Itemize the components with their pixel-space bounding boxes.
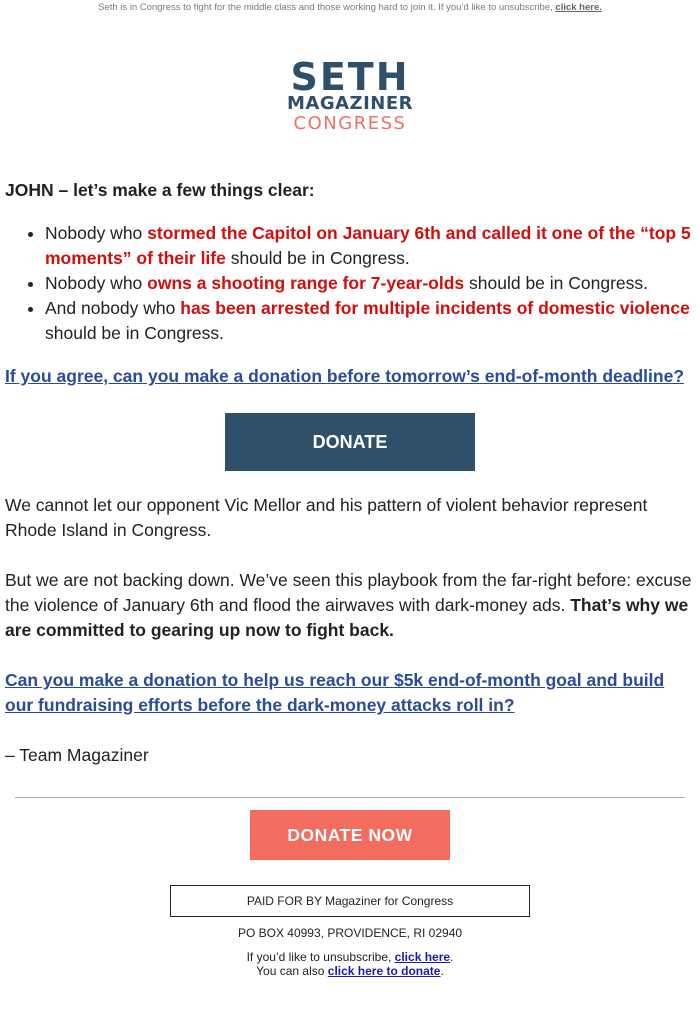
bullet-highlight: has been arrested for multiple incidents of domestic violence <box>180 298 690 318</box>
greeting: JOHN – let’s make a few things clear: <box>5 180 315 200</box>
donate-now-button[interactable]: DONATE NOW <box>250 810 450 860</box>
bullet-text: Nobody who <box>45 223 148 243</box>
bullet-text: should be in Congress. <box>45 323 224 343</box>
bullet-text: And nobody who <box>45 298 181 318</box>
email-body <box>0 178 700 768</box>
donation-link-paragraph-2 <box>5 668 695 718</box>
donation-link-goal[interactable]: Can you make a donation to help us reach our $5k end-of-month goal and build our fundraising efforts before the dark-money attacks roll in? <box>5 670 665 715</box>
preheader-text: Seth is in Congress to fight for the middle class and those working hard to join it. If you’d like to unsubscribe, <box>98 2 556 13</box>
playbook-paragraph <box>5 568 695 643</box>
preheader <box>0 0 700 16</box>
bullet-highlight: owns a shooting range for 7-year-olds <box>147 273 465 293</box>
mailing-address: PO BOX 40993, PROVIDENCE, RI 02940 <box>237 926 463 940</box>
divider <box>15 797 685 798</box>
footer-donate-link[interactable]: click here to donate <box>327 964 441 978</box>
footer-unsubscribe-text: If you’d like to unsubscribe, <box>246 950 395 964</box>
logo-congress: CONGRESS <box>293 113 407 134</box>
donate-button[interactable]: DONATE <box>225 413 475 471</box>
paid-for-disclaimer: PAID FOR BY Magaziner for Congress <box>170 885 530 917</box>
donation-link-deadline[interactable]: If you agree, can you make a donation before tomorrow’s end-of-month deadline? <box>5 366 685 386</box>
bullet-item <box>45 221 695 271</box>
footer-donate-text: You can also <box>256 964 328 978</box>
bullet-item <box>45 296 695 346</box>
bullet-text: Nobody who <box>45 273 148 293</box>
footer-period: . <box>450 950 454 964</box>
footer-unsubscribe-line <box>0 950 700 964</box>
seth-magaziner-logo <box>0 55 700 134</box>
logo-magaziner: MAGAZINER <box>286 93 414 114</box>
preheader-unsubscribe-link[interactable]: click here. <box>555 2 602 13</box>
footer-unsubscribe-link[interactable]: click here <box>394 950 451 964</box>
playbook-text: But we are not backing down. We’ve seen this playbook from the far-right before: excuse the violence of January 6th and flood the airwaves with dark-money ads. <box>5 570 692 615</box>
opponent-paragraph: We cannot let our opponent Vic Mellor and his pattern of violent behavior represent Rhode Island in Congress. <box>5 495 648 540</box>
bullet-item <box>45 271 695 296</box>
footer <box>0 950 700 978</box>
donation-link-paragraph-1 <box>5 364 695 389</box>
bullet-highlight: stormed the Capitol on January 6th and called it one of the “top 5 moments” of their life <box>45 223 691 268</box>
footer-period: . <box>440 964 444 978</box>
bullet-list <box>5 221 695 346</box>
signoff: – Team Magaziner <box>5 745 149 765</box>
logo-seth: SETH <box>290 55 410 99</box>
footer-donate-line <box>0 964 700 978</box>
bullet-text: should be in Congress. <box>464 273 649 293</box>
bullet-text: should be in Congress. <box>225 248 410 268</box>
spacer <box>5 543 695 568</box>
playbook-bold-text: That’s why we are committed to gearing up now to fight back. <box>5 595 689 640</box>
